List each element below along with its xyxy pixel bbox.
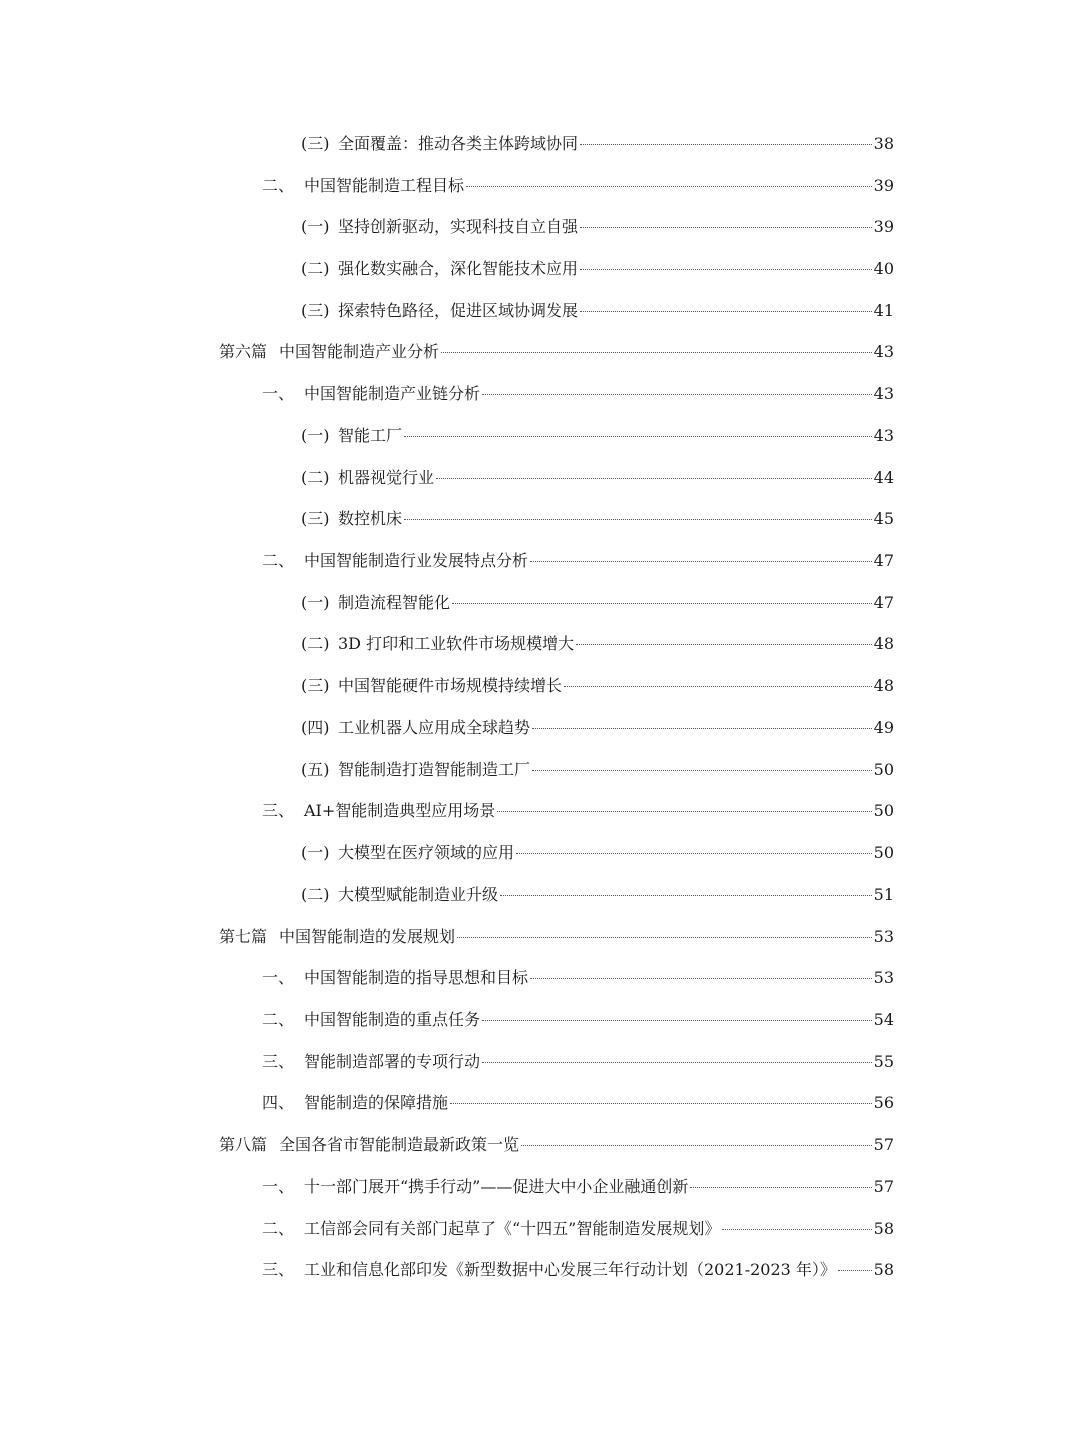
table-of-contents <box>0 123 1080 1291</box>
dot-leader <box>564 686 872 687</box>
toc-entry-title: 机器视觉行业 <box>338 467 435 487</box>
toc-page-number: 57 <box>873 1176 894 1196</box>
toc-entry[interactable] <box>0 332 1080 374</box>
dot-leader <box>457 937 872 938</box>
dot-leader <box>452 603 872 604</box>
toc-entry-number: (三) <box>301 300 330 320</box>
dot-leader <box>580 269 872 270</box>
toc-entry[interactable] <box>0 957 1080 999</box>
toc-entry[interactable] <box>0 457 1080 499</box>
toc-entry-title: 十一部门展开“携手行动”——促进大中小企业融通创新 <box>304 1176 689 1196</box>
toc-entry-number: 二、 <box>262 1218 295 1238</box>
toc-page-number: 43 <box>873 384 894 404</box>
dot-leader <box>580 227 872 228</box>
toc-entry-number: 第七篇 <box>219 926 268 946</box>
toc-entry-title: 工业机器人应用成全球趋势 <box>338 717 531 737</box>
toc-entry-title: 中国智能制造行业发展特点分析 <box>304 551 529 571</box>
toc-entry[interactable] <box>0 1083 1080 1125</box>
toc-page-number: 40 <box>873 259 894 279</box>
toc-entry-title: 中国智能硬件市场规模持续增长 <box>338 676 563 696</box>
toc-page-number: 47 <box>873 551 894 571</box>
toc-page-number: 51 <box>873 884 894 904</box>
toc-page-number: 53 <box>873 926 894 946</box>
toc-entry-number: 三、 <box>262 1260 295 1280</box>
toc-entry[interactable] <box>0 624 1080 666</box>
toc-entry-number: (一) <box>301 843 330 863</box>
toc-entry-title: 数控机床 <box>338 509 403 529</box>
toc-entry-number: 一、 <box>262 1176 295 1196</box>
toc-entry-number: 二、 <box>262 551 295 571</box>
toc-page-number: 48 <box>873 676 894 696</box>
toc-entry[interactable] <box>0 665 1080 707</box>
dot-leader <box>580 144 872 145</box>
toc-page-number: 50 <box>873 801 894 821</box>
dot-leader <box>482 394 872 395</box>
toc-entry[interactable] <box>0 540 1080 582</box>
dot-leader <box>450 1103 872 1104</box>
toc-entry-number: (二) <box>301 467 330 487</box>
toc-page-number: 58 <box>873 1260 894 1280</box>
toc-page-number: 53 <box>873 968 894 988</box>
toc-entry-number: 三、 <box>262 1051 295 1071</box>
toc-page-number: 56 <box>873 1093 894 1113</box>
toc-entry[interactable] <box>0 791 1080 833</box>
dot-leader <box>497 811 871 812</box>
toc-page-number: 45 <box>873 509 894 529</box>
toc-page-number: 39 <box>873 217 894 237</box>
toc-entry[interactable] <box>0 165 1080 207</box>
toc-entry[interactable] <box>0 999 1080 1041</box>
toc-entry[interactable] <box>0 248 1080 290</box>
toc-entry[interactable] <box>0 582 1080 624</box>
toc-entry-number: 二、 <box>262 175 295 195</box>
toc-entry-title: 工业和信息化部印发《新型数据中心发展三年行动计划（2021-2023 年）》 <box>304 1260 836 1280</box>
toc-entry-title: 3D 打印和工业软件市场规模增大 <box>338 634 575 654</box>
toc-entry[interactable] <box>0 874 1080 916</box>
toc-entry[interactable] <box>0 123 1080 165</box>
toc-entry-title: 全国各省市智能制造最新政策一览 <box>279 1135 520 1155</box>
toc-entry-number: 第六篇 <box>219 342 268 362</box>
toc-entry[interactable] <box>0 498 1080 540</box>
toc-entry-number: (三) <box>301 133 330 153</box>
toc-page-number: 55 <box>873 1051 894 1071</box>
toc-entry[interactable] <box>0 290 1080 332</box>
toc-entry-number: (三) <box>301 509 330 529</box>
toc-entry[interactable] <box>0 1166 1080 1208</box>
toc-page-number: 50 <box>873 843 894 863</box>
toc-entry[interactable] <box>0 1208 1080 1250</box>
toc-entry-number: 第八篇 <box>219 1135 268 1155</box>
toc-page-number: 44 <box>873 467 894 487</box>
toc-entry-number: (二) <box>301 634 330 654</box>
toc-page-number: 49 <box>873 717 894 737</box>
toc-page-number: 50 <box>873 759 894 779</box>
dot-leader <box>466 186 872 187</box>
toc-entry-number: (二) <box>301 884 330 904</box>
toc-entry-number: (四) <box>301 717 330 737</box>
toc-entry-title: AI+智能制造典型应用场景 <box>304 801 496 821</box>
toc-entry-number: (一) <box>301 425 330 445</box>
toc-entry[interactable] <box>0 206 1080 248</box>
toc-entry-title: 中国智能制造的指导思想和目标 <box>304 968 529 988</box>
toc-page-number: 38 <box>873 133 894 153</box>
toc-entry-number: 一、 <box>262 968 295 988</box>
toc-page-number: 41 <box>873 300 894 320</box>
dot-leader <box>530 561 872 562</box>
dot-leader <box>530 978 872 979</box>
toc-entry[interactable] <box>0 749 1080 791</box>
toc-entry[interactable] <box>0 415 1080 457</box>
dot-leader <box>690 1187 871 1188</box>
dot-leader <box>576 644 872 645</box>
dot-leader <box>441 352 872 353</box>
toc-page-number: 39 <box>873 175 894 195</box>
dot-leader <box>404 519 872 520</box>
toc-entry-number: 一、 <box>262 384 295 404</box>
toc-entry-title: 大模型在医疗领域的应用 <box>338 843 515 863</box>
dot-leader <box>521 1145 872 1146</box>
dot-leader <box>722 1229 871 1230</box>
toc-entry-title: 制造流程智能化 <box>338 592 451 612</box>
dot-leader <box>532 770 872 771</box>
toc-entry-number: 三、 <box>262 801 295 821</box>
toc-entry-title: 探索特色路径，促进区域协调发展 <box>338 300 579 320</box>
toc-page-number: 58 <box>873 1218 894 1238</box>
toc-entry-title: 坚持创新驱动，实现科技自立自强 <box>338 217 579 237</box>
toc-page-number: 47 <box>873 592 894 612</box>
toc-entry-number: (一) <box>301 217 330 237</box>
toc-entry-title: 智能工厂 <box>338 425 403 445</box>
toc-entry-title: 中国智能制造工程目标 <box>304 175 465 195</box>
dot-leader <box>580 311 872 312</box>
toc-entry[interactable] <box>0 373 1080 415</box>
toc-entry-title: 中国智能制造产业链分析 <box>304 384 481 404</box>
toc-entry-title: 工信部会同有关部门起草了《“十四五”智能制造发展规划》 <box>304 1218 721 1238</box>
toc-entry-title: 中国智能制造产业分析 <box>279 342 440 362</box>
toc-entry[interactable] <box>0 832 1080 874</box>
toc-entry-number: 四、 <box>262 1093 295 1113</box>
toc-entry-title: 大模型赋能制造业升级 <box>338 884 499 904</box>
toc-page-number: 43 <box>873 425 894 445</box>
toc-entry-title: 中国智能制造的重点任务 <box>304 1009 481 1029</box>
toc-page-number: 43 <box>873 342 894 362</box>
toc-entry[interactable] <box>0 1124 1080 1166</box>
dot-leader <box>482 1020 872 1021</box>
toc-page-number: 48 <box>873 634 894 654</box>
toc-entry-number: (五) <box>301 759 330 779</box>
toc-entry-number: (二) <box>301 259 330 279</box>
toc-entry-title: 全面覆盖：推动各类主体跨域协同 <box>338 133 579 153</box>
toc-entry-number: (一) <box>301 592 330 612</box>
dot-leader <box>436 478 872 479</box>
dot-leader <box>500 895 872 896</box>
toc-entry[interactable] <box>0 916 1080 958</box>
toc-entry-number: 二、 <box>262 1009 295 1029</box>
toc-entry[interactable] <box>0 1249 1080 1291</box>
dot-leader <box>838 1270 872 1271</box>
toc-entry-title: 强化数实融合，深化智能技术应用 <box>338 259 579 279</box>
toc-entry-title: 中国智能制造的发展规划 <box>279 926 456 946</box>
dot-leader <box>516 853 872 854</box>
toc-entry-title: 智能制造的保障措施 <box>304 1093 449 1113</box>
dot-leader <box>532 728 872 729</box>
toc-page-number: 57 <box>873 1135 894 1155</box>
toc-page-number: 54 <box>873 1009 894 1029</box>
toc-entry[interactable] <box>0 1041 1080 1083</box>
dot-leader <box>482 1062 872 1063</box>
dot-leader <box>404 436 872 437</box>
toc-entry-title: 智能制造打造智能制造工厂 <box>338 759 531 779</box>
toc-entry-title: 智能制造部署的专项行动 <box>304 1051 481 1071</box>
toc-entry[interactable] <box>0 707 1080 749</box>
toc-entry-number: (三) <box>301 676 330 696</box>
